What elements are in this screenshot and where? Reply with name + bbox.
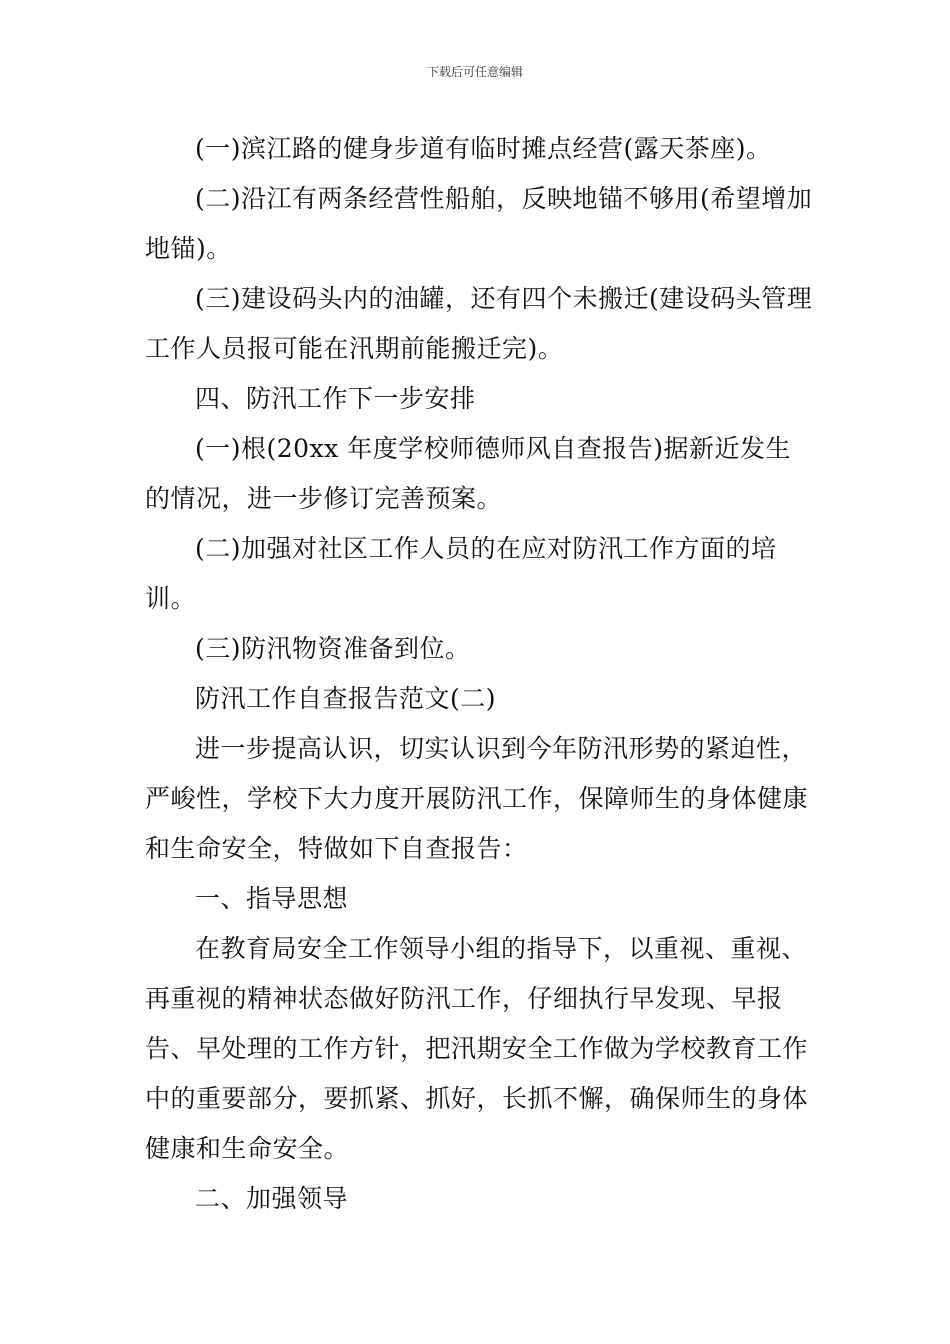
paragraph-item-3: (三)建设码头内的油罐，还有四个未搬迁(建设码头管理工作人员报可能在汛期前能搬迁完)。 <box>145 284 813 363</box>
paragraph-intro: 进一步提高认识，切实认识到今年防汛形势的紧迫性，严峻性，学校下大力度开展防汛工作，保障师生的身体健康和生命安全，特做如下自查报告： <box>145 734 809 863</box>
section-heading-leadership: 二、加强领导 <box>195 1184 349 1213</box>
page-header-note: 下载后可任意编辑 <box>426 65 523 79</box>
section-heading-guiding-ideology: 一、指导思想 <box>195 884 349 913</box>
paragraph-item-2: (二)沿江有两条经营性船舶，反映地锚不够用(希望增加地锚)。 <box>145 184 813 263</box>
paragraph-item-6: (三)防汛物资准备到位。 <box>195 634 471 663</box>
paragraph-item-5: (二)加强对社区工作人员的在应对防汛工作方面的培训。 <box>145 534 777 613</box>
section-heading-next-steps: 四、防汛工作下一步安排 <box>195 384 476 413</box>
paragraph-item-1: (一)滨江路的健身步道有临时摊点经营(露天茶座)。 <box>195 134 772 163</box>
document-subtitle: 防汛工作自查报告范文(二) <box>195 684 497 713</box>
document-body <box>145 124 815 1224</box>
paragraph-guiding-ideology: 在教育局安全工作领导小组的指导下，以重视、重视、再重视的精神状态做好防汛工作，仔细执行早发现、早报告、早处理的工作方针，把汛期安全工作做为学校教育工作中的重要部分，要抓紧、抓好，长抓不懈，确保师生的身体健康和生命安全。 <box>145 934 809 1163</box>
paragraph-item-4: (一)根(20xx 年度学校师德师风自查报告)据新近发生的情况，进一步修订完善预案。 <box>145 434 791 513</box>
